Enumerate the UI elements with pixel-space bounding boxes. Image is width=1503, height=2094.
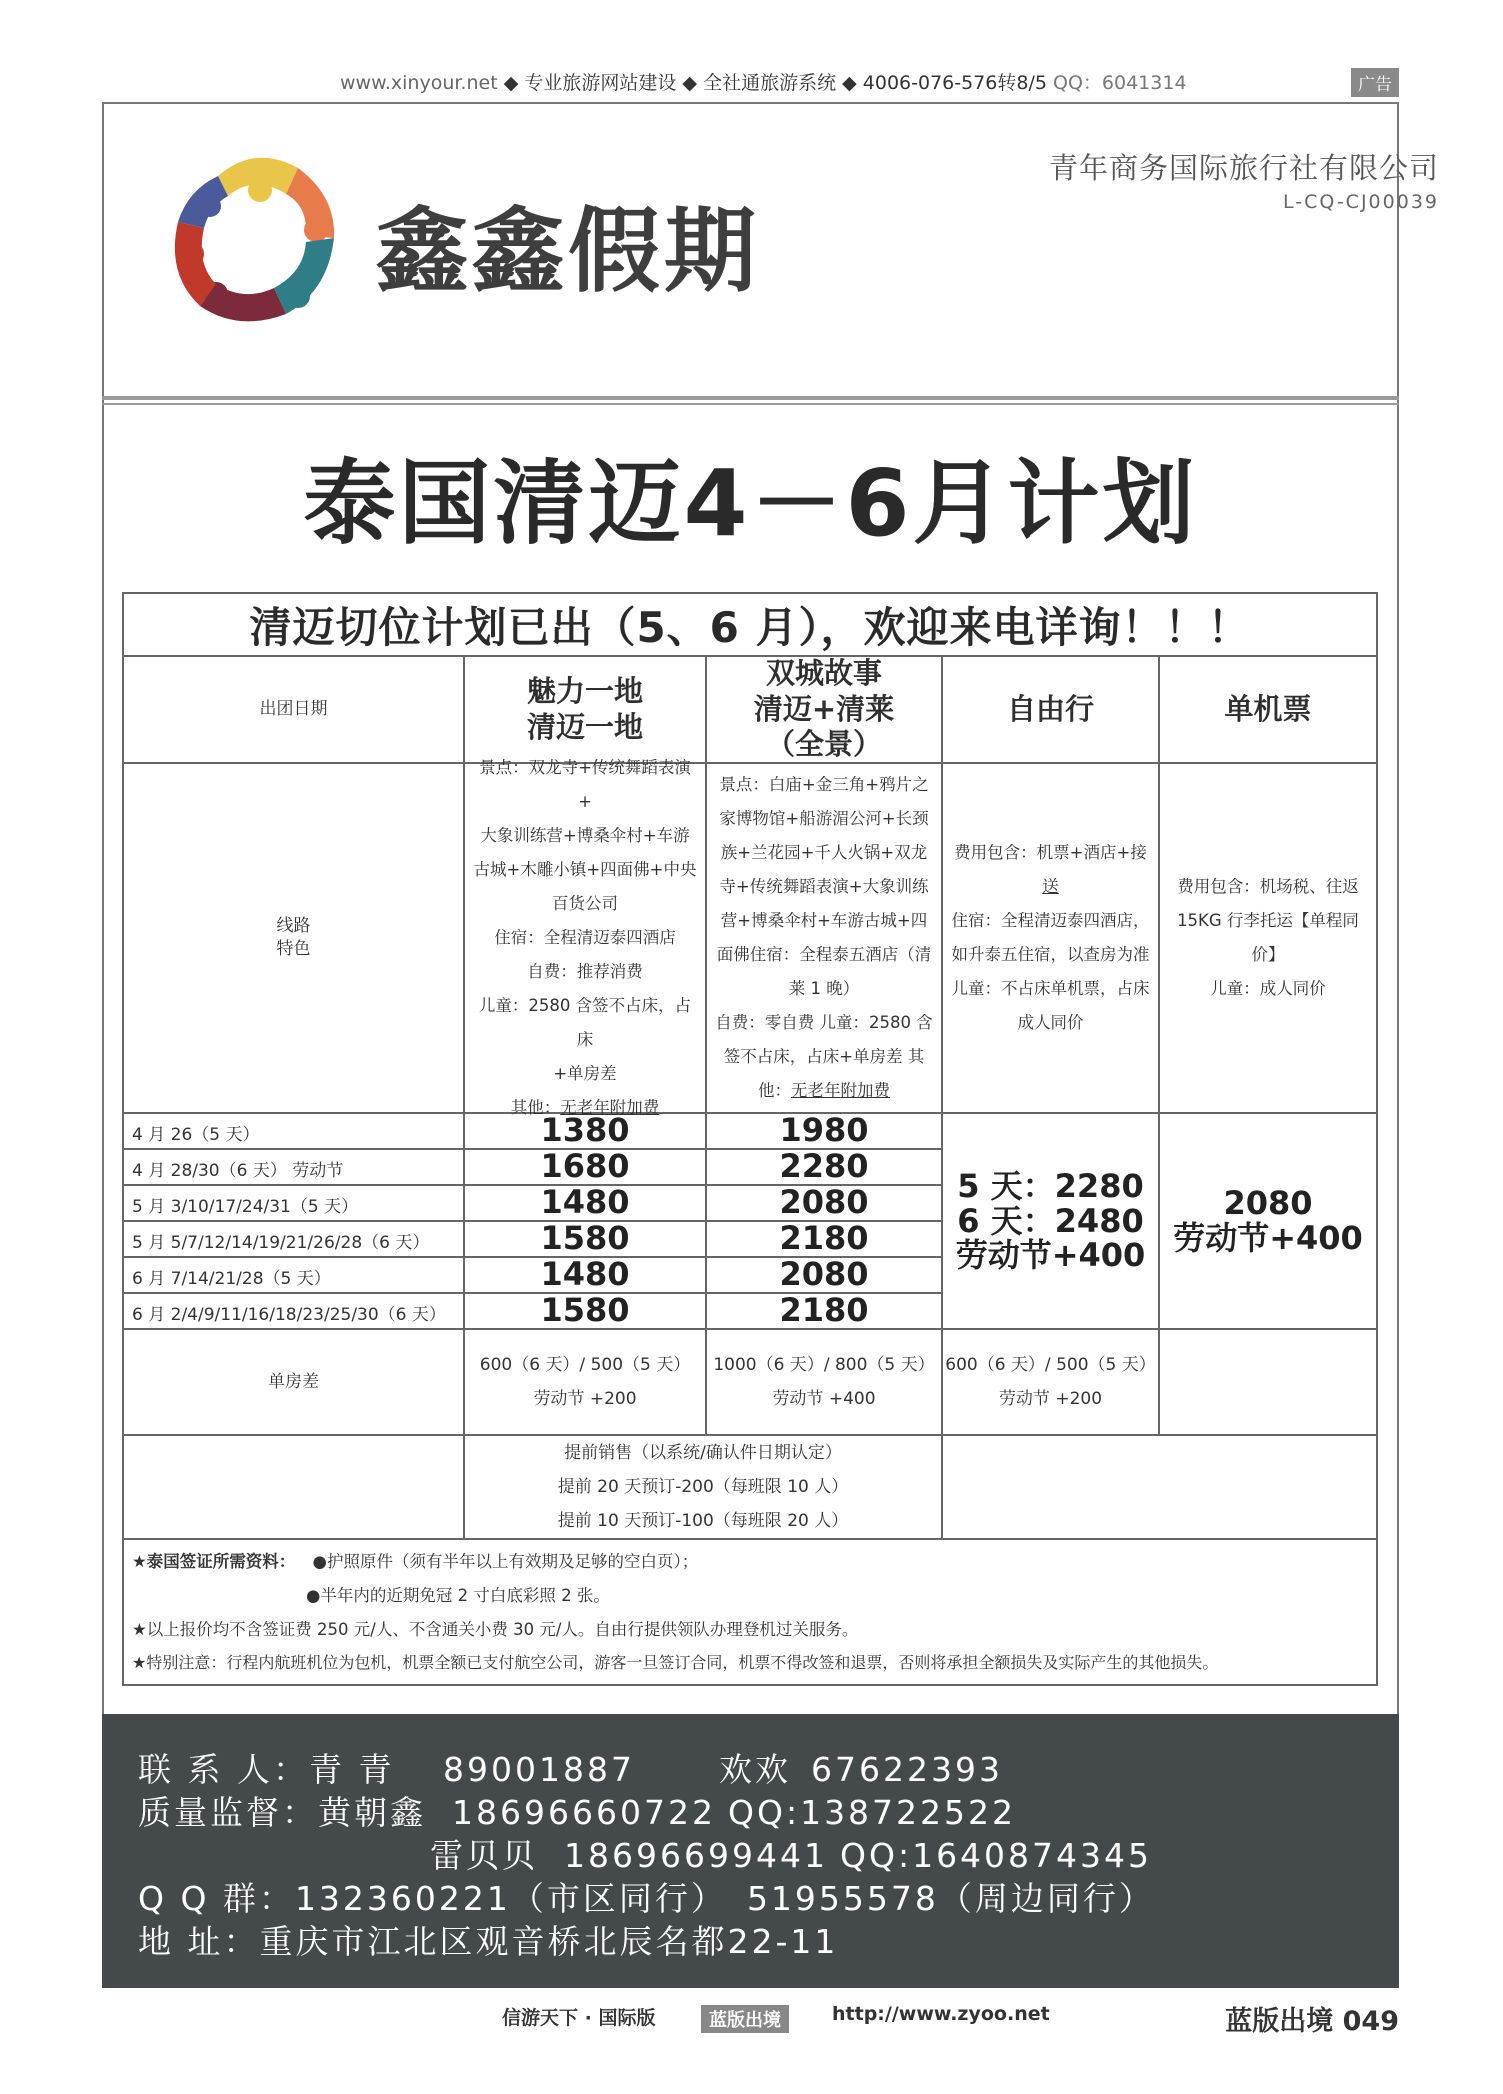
col-header-twin-line3: （全景） <box>765 727 882 762</box>
visa-item: ●护照原件（须有半年以上有效期及足够的空白页）； <box>312 1552 699 1571</box>
contact-name: 黄朝鑫 <box>318 1793 426 1832</box>
contact-label: 地 址： <box>138 1922 260 1961</box>
contact-phone: 18696699441 <box>564 1836 828 1875</box>
price-charm: 1480 <box>540 1183 630 1221</box>
price-twin: 2180 <box>779 1219 869 1257</box>
bottom-tag: 蓝版出境 <box>701 2005 789 2033</box>
feature-ticket <box>1160 764 1376 1112</box>
feature-line: 面佛住宿：全程泰五酒店（清 <box>716 945 932 964</box>
feature-line: 15KG 行李托运【单程同价】 <box>1177 911 1359 964</box>
col-header-twin <box>707 657 941 762</box>
feature-line: 自费：推荐消费 <box>527 962 643 981</box>
contact-phone: 67622393 <box>810 1750 1003 1789</box>
row-date: 4 月 26（5 天） <box>132 1125 260 1145</box>
fee-note: ★以上报价均不含签证费 250 元/人、不含通关小费 30 元/人。自由行提供领队办理登机过关服务。 <box>132 1620 859 1639</box>
contact-phone: 18696660722 <box>452 1793 716 1832</box>
price-ticket <box>1160 1114 1376 1328</box>
contact-line-1 <box>138 1744 1003 1791</box>
row-date: 5 月 5/7/12/14/19/21/26/28（6 天） <box>132 1233 430 1253</box>
col-header-charm <box>465 657 705 762</box>
header-divider-thin <box>102 403 1399 405</box>
single-room-line: 1000（6 天）/ 800（5 天） <box>713 1355 935 1375</box>
contact-phone: 89001887 <box>442 1750 635 1789</box>
single-room-line: 劳动节 +200 <box>998 1389 1103 1409</box>
table-rule <box>122 1538 1378 1540</box>
price-twin: 2280 <box>779 1147 869 1185</box>
feature-line: 儿童：成人同价 <box>1210 979 1326 998</box>
price-twin: 2080 <box>779 1183 869 1221</box>
feature-label <box>124 764 463 1112</box>
feature-twin <box>707 764 941 1112</box>
bottom-bar <box>0 2003 1503 2037</box>
early-booking-line: 提前 20 天预订-200（每班限 10 人） <box>557 1477 849 1497</box>
contact-line-3 <box>430 1830 1152 1877</box>
feature-line: 住宿：全程清迈泰四酒店 <box>494 928 676 947</box>
feature-line: 族+兰花园+千人火锅+双龙 <box>720 843 928 862</box>
feature-line: 百货公司 <box>552 894 618 913</box>
feature-line: 费用包含：机票+酒店+接 <box>954 843 1147 862</box>
feature-line: 费用包含：机场税、往返 <box>1177 877 1359 896</box>
col-header-twin-line1: 双城故事 <box>765 656 882 691</box>
contact-name: 雷贝贝 <box>430 1836 538 1875</box>
row-date: 4 月 28/30（6 天） 劳动节 <box>132 1161 344 1181</box>
top-bar-text <box>340 68 1187 95</box>
feature-line: 儿童：不占床单机票，占床 <box>951 979 1150 998</box>
feature-other-value: 无老年附加费 <box>560 1098 660 1117</box>
row-date: 6 月 2/4/9/11/16/18/23/25/30（6 天） <box>132 1305 446 1325</box>
contact-label: Q Q 群： <box>138 1879 295 1918</box>
single-room-charm <box>465 1330 705 1434</box>
contact-qq: QQ:138722522 <box>728 1793 1017 1832</box>
feature-line: 莱 1 晚） <box>788 979 860 998</box>
price-twin: 2180 <box>779 1291 869 1329</box>
qq-group: 51955578（周边同行） <box>746 1879 1155 1918</box>
license-number: L-CQ-CJ00039 <box>1282 191 1439 213</box>
contact-line-4 <box>138 1873 1155 1920</box>
feature-line: 如升泰五住宿，以查房为准 <box>951 945 1150 964</box>
feature-free <box>943 764 1158 1112</box>
col-header-charm-line1: 魅力一地 <box>526 674 643 709</box>
bottom-url[interactable]: http://www.zyoo.net <box>832 2003 1050 2025</box>
top-ad-bar <box>102 66 1399 96</box>
price-charm: 1680 <box>540 1147 630 1185</box>
feature-other-label: 其他： <box>510 1098 561 1117</box>
feature-line: 古城+木雕小镇+四面佛+中央 <box>473 860 697 879</box>
single-room-line: 劳动节 +200 <box>533 1389 637 1409</box>
early-booking-line: 提前销售（以系统/确认件日期认定） <box>564 1443 842 1463</box>
feature-line: 自费：零自费 儿童：2580 含 <box>715 1013 933 1032</box>
early-booking <box>465 1436 941 1538</box>
feature-line: 签不占床，占床+单房差 其 <box>723 1047 925 1066</box>
price-free-line: 6 天：2480 <box>957 1201 1144 1240</box>
row-date: 5 月 3/10/17/24/31（5 天） <box>132 1197 359 1217</box>
feature-line: +单房差 <box>553 1064 617 1083</box>
price-ticket-line: 劳动节+400 <box>1173 1219 1363 1257</box>
feature-line <box>758 1074 890 1108</box>
header-divider <box>102 396 1399 400</box>
feature-line: 家博物馆+船游湄公河+长颈 <box>719 809 929 828</box>
special-note: ★特别注意：行程内航班机位为包机，机票全额已支付航空公司，游客一旦签订合同，机票不得改签和退票，否则将承担全额损失及实际产生的其他损失。 <box>132 1653 1219 1672</box>
visa-label: ★泰国签证所需资料： <box>132 1552 296 1571</box>
col-header-ticket: 单机票 <box>1224 691 1312 726</box>
top-bar-qq: QQ：6041314 <box>1053 72 1187 94</box>
single-room-line: 600（6 天）/ 500（5 天） <box>945 1355 1156 1375</box>
price-charm: 1380 <box>540 1111 630 1149</box>
feature-line: 儿童：2580 含签不占床，占床 <box>478 996 692 1049</box>
feature-charm <box>465 758 705 1117</box>
feature-line: 营+博桑伞村+车游古城+四 <box>720 911 928 930</box>
top-bar-main: ◆ 专业旅游网站建设 ◆ 全社通旅游系统 ◆ 4006-076-576转8/5 <box>503 72 1047 94</box>
feature-line: 景点：双龙寺+传统舞蹈表演+ <box>479 758 691 811</box>
people-circle-logo-icon <box>158 146 352 334</box>
price-free-line: 劳动节+400 <box>955 1236 1146 1275</box>
col-header-twin-line2: 清迈+清莱 <box>753 691 895 726</box>
row-date: 6 月 7/14/21/28（5 天） <box>132 1269 331 1289</box>
top-bar-url[interactable]: www.xinyour.net <box>340 72 498 94</box>
single-room-line: 劳动节 +400 <box>772 1389 876 1409</box>
visa-item: ●半年内的近期免冠 2 寸白底彩照 2 张。 <box>306 1586 610 1605</box>
qq-group: 132360221（市区同行） <box>294 1879 727 1918</box>
col-header-free: 自由行 <box>1006 691 1094 726</box>
company-block <box>1049 146 1439 213</box>
feature-line: 大象训练营+博桑伞村+车游 <box>480 826 690 845</box>
bottom-left: 信游天下 · 国际版 <box>502 2007 656 2029</box>
feature-line: 寺+传统舞蹈表演+大象训练 <box>719 877 929 896</box>
price-free-travel <box>943 1114 1158 1328</box>
feature-other-label: 他： <box>758 1081 791 1100</box>
early-booking-line: 提前 10 天预订-100（每班限 20 人） <box>557 1511 849 1531</box>
price-twin: 2080 <box>779 1255 869 1293</box>
feature-label-line2: 特色 <box>276 939 311 959</box>
price-twin: 1980 <box>779 1111 869 1149</box>
col-header-charm-line2: 清迈一地 <box>526 709 643 744</box>
feature-line: 景点：白庙+金三角+鸦片之 <box>719 775 929 794</box>
ad-tag: 广告 <box>1351 68 1399 97</box>
price-charm: 1580 <box>540 1219 630 1257</box>
price-charm: 1580 <box>540 1291 630 1329</box>
col-header-date: 出团日期 <box>259 699 328 720</box>
single-room-twin <box>707 1330 941 1434</box>
feature-line: 住宿：全程清迈泰四酒店， <box>951 911 1150 930</box>
feature-line: 成人同价 <box>1017 1013 1084 1032</box>
contact-name: 欢欢 <box>718 1750 791 1789</box>
feature-line: 送 <box>1042 877 1059 896</box>
feature-other-value: 无老年附加费 <box>791 1081 890 1100</box>
contact-name: 青 青 <box>308 1750 395 1789</box>
notice-banner: 清迈切位计划已出（5、6 月），欢迎来电详询！！！ <box>249 602 1251 652</box>
brand-name: 鑫鑫假期 <box>376 198 761 305</box>
page-title: 泰国清迈4－6月计划 <box>303 450 1198 557</box>
contact-qq: QQ:1640874345 <box>840 1836 1153 1875</box>
page-number: 蓝版出境 049 <box>1225 2006 1399 2037</box>
visa-requirements <box>132 1548 698 1572</box>
price-charm: 1480 <box>540 1255 630 1293</box>
single-room-line: 600（6 天）/ 500（5 天） <box>479 1355 691 1375</box>
contact-line-5 <box>138 1916 838 1963</box>
feature-label-line1: 线路 <box>276 916 311 937</box>
price-free-line: 5 天：2280 <box>957 1167 1144 1206</box>
contact-line-2 <box>138 1787 1016 1834</box>
company-name: 青年商务国际旅行社有限公司 <box>1048 151 1439 185</box>
contact-label: 联 系 人： <box>138 1750 309 1789</box>
single-room-free <box>943 1330 1158 1434</box>
single-room-label: 单房差 <box>268 1371 319 1392</box>
price-ticket-line: 2080 <box>1223 1184 1313 1223</box>
address: 重庆市江北区观音桥北辰名都22-11 <box>259 1922 839 1961</box>
contact-label: 质量监督： <box>138 1793 318 1832</box>
